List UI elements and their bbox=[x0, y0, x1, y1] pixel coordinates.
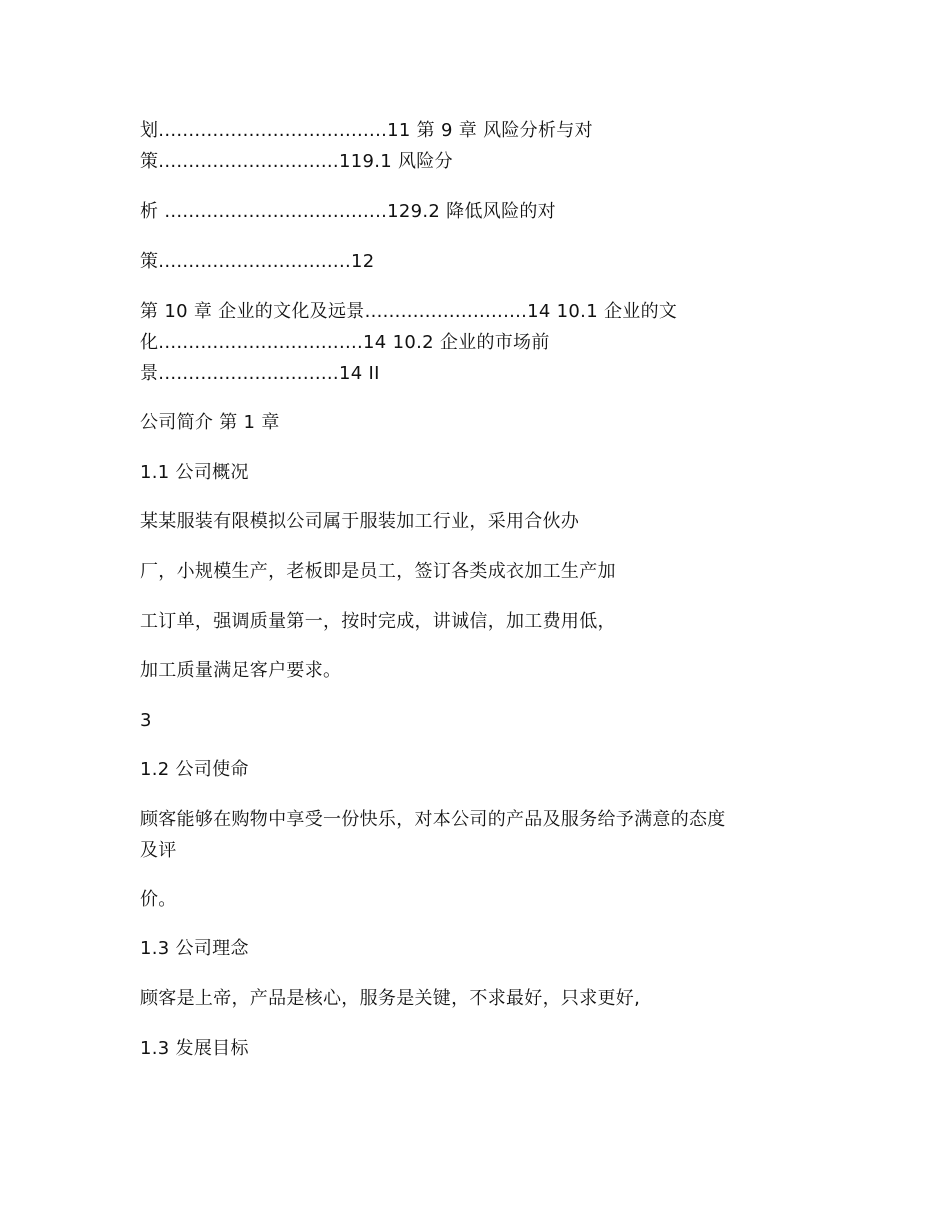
body-text: 价。 bbox=[140, 889, 177, 910]
body-text: 顾客是上帝，产品是核心，服务是关键，不求最好，只求更好, bbox=[140, 988, 641, 1009]
body-text: 厂，小规模生产，老板即是员工，签订各类成衣加工生产加 bbox=[140, 561, 616, 582]
body-text: 某某服装有限模拟公司属于服装加工行业，采用合伙办 bbox=[140, 511, 580, 532]
page-number: 3 bbox=[140, 710, 152, 731]
body-text: 及评 bbox=[140, 840, 177, 861]
toc-line: 策..............................119.1 风险分 bbox=[140, 151, 453, 172]
section-heading: 1.3 发展目标 bbox=[140, 1038, 249, 1059]
section-heading: 1.1 公司概况 bbox=[140, 462, 249, 483]
body-text: 顾客能够在购物中享受一份快乐，对本公司的产品及服务给予满意的态度 bbox=[140, 809, 726, 830]
toc-line: 策................................12 bbox=[140, 251, 375, 272]
toc-line: 第 10 章 企业的文化及远景...........................14 10.1 企业的文 bbox=[140, 301, 678, 322]
toc-line: 划......................................11 第 9 章 风险分析与对 bbox=[140, 120, 593, 141]
toc-line: 析 .....................................129.2 降低风险的对 bbox=[140, 201, 556, 222]
chapter-title: 公司简介 第 1 章 bbox=[140, 412, 280, 433]
body-text: 工订单，强调质量第一，按时完成，讲诚信，加工费用低， bbox=[140, 611, 616, 632]
toc-line: 化..................................14 10.2 企业的市场前 bbox=[140, 332, 550, 353]
section-heading: 1.3 公司理念 bbox=[140, 938, 249, 959]
body-text: 加工质量满足客户要求。 bbox=[140, 660, 342, 681]
section-heading: 1.2 公司使命 bbox=[140, 759, 249, 780]
toc-line: 景..............................14 II bbox=[140, 363, 380, 384]
